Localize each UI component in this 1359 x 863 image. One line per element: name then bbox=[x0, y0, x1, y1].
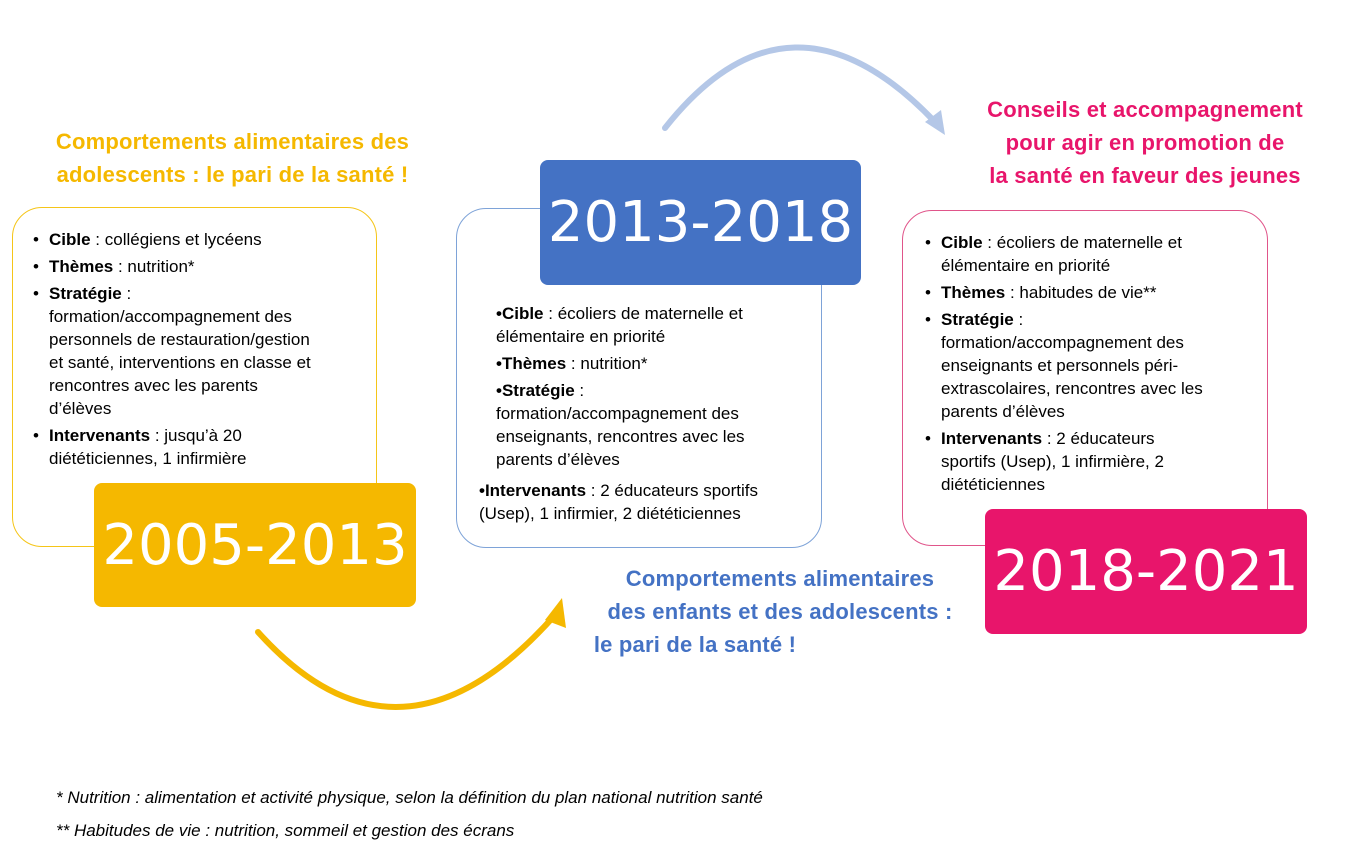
list-item: •Stratégie : formation/accompagnement des enseignants, rencontres avec les parents d’élèves bbox=[496, 381, 745, 469]
list-item: • Intervenants : jusqu’à 20 diététiciennes, 1 infirmière bbox=[33, 426, 247, 468]
title-line: des enfants et des adolescents : bbox=[607, 599, 953, 624]
title-2013-2018 bbox=[580, 562, 980, 661]
title-line: adolescents : le pari de la santé ! bbox=[56, 162, 409, 187]
year-badge-2005-2013: 2005-2013 bbox=[94, 483, 416, 607]
list-item: • Stratégie : formation/accompagnement des personnels de restauration/gestion et santé, interventions en classe et rencontres avec les parents d’élèves bbox=[33, 284, 311, 418]
title-line: Conseils et accompagnement bbox=[987, 97, 1303, 122]
list-item: •Cible : écoliers de maternelle et élémentaire en priorité bbox=[496, 304, 743, 346]
title-line: le pari de la santé ! bbox=[593, 632, 797, 657]
year-badge-2018-2021: 2018-2021 bbox=[985, 509, 1307, 634]
year-badge-2013-2018: 2013-2018 bbox=[540, 160, 861, 285]
title-line: Comportements alimentaires des bbox=[55, 129, 410, 154]
list-item: • Thèmes : habitudes de vie** bbox=[925, 283, 1157, 302]
info-list-2018-2021 bbox=[925, 231, 1251, 500]
list-item: • Thèmes : nutrition* bbox=[33, 257, 195, 276]
blue-curved-arrow bbox=[665, 47, 935, 128]
footnote-nutrition: * Nutrition : alimentation et activité physique, selon la définition du plan national nutrition santé bbox=[56, 788, 763, 807]
footnote-habitudes: ** Habitudes de vie : nutrition, sommeil et gestion des écrans bbox=[56, 821, 515, 840]
info-list-2013-2018 bbox=[496, 302, 806, 475]
title-line: pour agir en promotion de bbox=[1005, 130, 1285, 155]
list-item: • Intervenants : 2 éducateurs sportifs (Usep), 1 infirmière, 2 diététiciennes bbox=[925, 429, 1164, 494]
title-2018-2021 bbox=[945, 93, 1345, 192]
info-list-2005-2013 bbox=[33, 228, 369, 474]
list-item: •Thèmes : nutrition* bbox=[496, 354, 648, 373]
list-item: • Cible : collégiens et lycéens bbox=[33, 230, 262, 249]
title-2005-2013 bbox=[10, 125, 455, 191]
list-item: • Stratégie : formation/accompagnement des enseignants et personnels péri- extrascolaires, rencontres avec les parents d’élèves bbox=[925, 310, 1203, 421]
title-line: la santé en faveur des jeunes bbox=[989, 163, 1301, 188]
title-line: Comportements alimentaires bbox=[625, 566, 935, 591]
list-item: • Cible : écoliers de maternelle et élémentaire en priorité bbox=[925, 233, 1182, 275]
intervenants-2013-2018: •Intervenants : 2 éducateurs sportifs (Usep), 1 infirmier, 2 diététiciennes bbox=[479, 481, 759, 523]
